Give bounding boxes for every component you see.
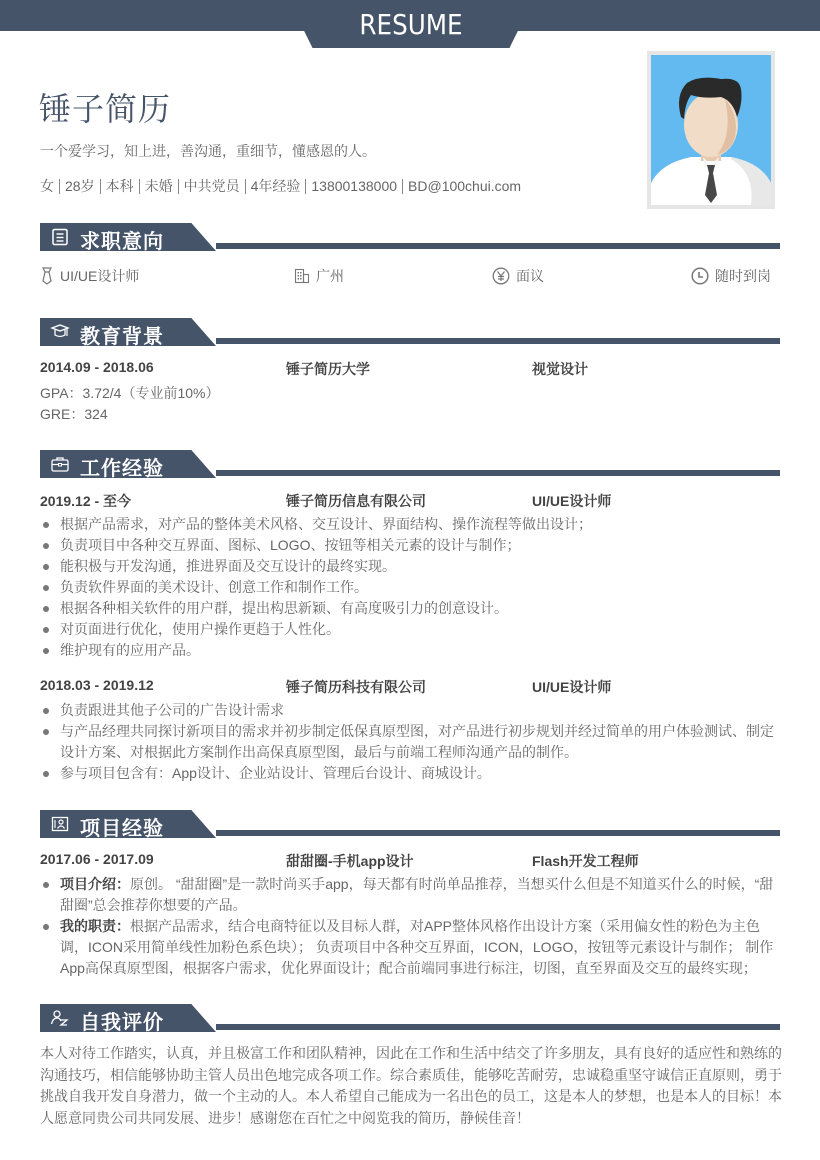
work-period: 2019.12 - 至今: [40, 493, 132, 509]
divider: [59, 179, 60, 194]
section-header-projects: [40, 810, 780, 838]
work-company: 锤子简历信息有限公司: [286, 493, 426, 509]
divider: [305, 179, 306, 194]
info-gender: 女: [40, 178, 54, 194]
clock-icon: [691, 267, 709, 285]
graduation-cap-icon: [50, 323, 70, 341]
intent-availability: [691, 266, 771, 286]
list-item: 与产品经理共同探讨新项目的需求并初步制定低保真原型图，对产品进行初步规划并经过简单的用户体验测试、制定设计方案、对根据此方案制作出高保真原型图，最后与前端工程师沟通产品的制作。: [40, 721, 785, 763]
clipboard-icon: [50, 228, 70, 246]
candidate-name: 锤子简历: [39, 91, 172, 127]
list-item: 能积极与开发沟通，推进界面及交互设计的最终实现。: [40, 556, 785, 577]
education-school: 锤子简历大学: [286, 361, 370, 377]
info-political: 中共党员: [183, 178, 240, 194]
work-entry-2-bullets: [40, 700, 785, 784]
project-period: 2017.06 - 2017.09: [40, 851, 154, 867]
section-header-self: [40, 1004, 780, 1032]
info-email: BD@100chui.com: [408, 178, 522, 194]
list-item: 参与项目包含有：App设计、企业站设计、管理后台设计、商城设计。: [40, 763, 785, 784]
intent-salary: [492, 266, 544, 286]
tie-icon: [40, 267, 54, 285]
education-entry-header: [40, 359, 780, 379]
section-title: 项目经验: [80, 818, 164, 840]
intent-availability-label: 随时到岗: [715, 268, 771, 284]
self-evaluation-text: 本人对待工作踏实，认真，并且极富工作和团队精神，因此在工作和生活中结交了许多朋友，具有良好的适应性和熟练的沟通技巧，相信能够协助主管人员出色地完成各项工作。综合素质佳，能够吃苦耐劳，忠诚稳重坚守诚信正直原则，勇于挑战自我开发自身潜力，做一个主动的人。本人希望自己能成为一名出色的员工，这是本人的梦想，也是本人的目标！本人愿意同贵公司共同发展、进步！感谢您在百忙之中阅览我的简历，静候佳音！: [40, 1045, 782, 1126]
work-entry-1-bullets: [40, 514, 785, 661]
id-badge-icon: [50, 815, 70, 833]
divider: [178, 179, 179, 194]
work-period: 2018.03 - 2019.12: [40, 677, 154, 693]
avatar-icon: [651, 55, 771, 205]
list-item: 对页面进行优化，使用户操作更趋于人性化。: [40, 619, 785, 640]
project-name: 甜甜圈-手机app设计: [286, 853, 414, 869]
project-entry-bullets: [40, 874, 785, 979]
list-item: 维护现有的应用产品。: [40, 640, 785, 661]
list-item: [40, 916, 785, 979]
bullet-text: 原创。 “甜甜圈”是一款时尚买手app，每天都有时尚单品推荐，当想买什么但是不知道买什么的时候，“甜甜圈”总会推荐你想要的产品。: [60, 876, 774, 913]
info-age: 28岁: [65, 178, 95, 194]
project-role: Flash开发工程师: [532, 853, 639, 869]
list-item: 根据产品需求，对产品的整体美术风格、交互设计、界面结构、操作流程等做出设计；: [40, 514, 785, 535]
building-icon: [294, 268, 310, 284]
list-item: 根据各种相关软件的用户群，提出构思新颖、有高度吸引力的创意设计。: [40, 598, 785, 619]
work-company: 锤子简历科技有限公司: [286, 679, 426, 695]
section-title: 工作经验: [80, 458, 164, 480]
bullet-text: 根据产品需求，结合电商特征以及目标人群，对APP整体风格作出设计方案（采用偏女性的粉色为主色调，ICON采用简单线性加粉色系色块）； 负责项目中各种交互界面，ICON，LOGO，按钮等元素设计与制作； 制作App高保真原型图，根据客户需求，优化界面设计；配合前端同事进行标注，切图，直至界面及交互的最终实现；: [60, 918, 774, 976]
section-header-education: [40, 318, 780, 346]
divider: [139, 179, 140, 194]
divider: [100, 179, 101, 194]
divider: [402, 179, 403, 194]
bullet-label: 项目介绍：: [60, 876, 130, 892]
section-title: 教育背景: [80, 326, 164, 348]
intent-position: [40, 266, 139, 286]
divider: [245, 179, 246, 194]
list-item: 负责跟进其他子公司的广告设计需求: [40, 700, 785, 721]
section-title: 求职意向: [80, 231, 164, 253]
project-entry-header: [40, 851, 780, 871]
work-role: UI/UE设计师: [532, 493, 612, 509]
work-role: UI/UE设计师: [532, 679, 612, 695]
work-entry-2-header: [40, 677, 780, 697]
education-gre: GRE：324: [40, 406, 108, 422]
education-period: 2014.09 - 2018.06: [40, 359, 154, 375]
info-marital: 未婚: [144, 178, 173, 194]
intent-city-label: 广州: [316, 268, 344, 284]
job-intent-row: [40, 266, 780, 286]
resume-title: RESUME: [359, 8, 463, 41]
candidate-info: [40, 176, 521, 196]
section-header-work: [40, 450, 780, 478]
candidate-motto: 一个爱学习，知上进，善沟通，重细节，懂感恩的人。: [40, 143, 376, 159]
list-item: 负责软件界面的美术设计、创意工作和制作工作。: [40, 577, 785, 598]
profile-photo: [647, 51, 775, 209]
info-experience: 4年经验: [250, 178, 301, 194]
education-major: 视觉设计: [532, 361, 588, 377]
intent-salary-label: 面议: [516, 268, 544, 284]
yen-icon: [492, 267, 510, 285]
section-title: 自我评价: [80, 1012, 164, 1034]
briefcase-icon: [50, 455, 70, 473]
list-item: 负责项目中各种交互界面、图标、LOGO、按钮等相关元素的设计与制作；: [40, 535, 785, 556]
avatar: [651, 55, 771, 205]
section-header-intent: [40, 223, 780, 251]
bullet-label: 我的职责：: [60, 918, 130, 934]
education-gpa: GPA：3.72/4（专业前10%）: [40, 385, 220, 401]
info-degree: 本科: [105, 178, 134, 194]
intent-city: [294, 266, 344, 286]
users-icon: [50, 1009, 70, 1027]
list-item: [40, 874, 785, 916]
work-entry-1-header: [40, 491, 780, 511]
intent-position-label: UI/UE设计师: [60, 268, 140, 284]
info-phone: 13800138000: [311, 178, 398, 194]
